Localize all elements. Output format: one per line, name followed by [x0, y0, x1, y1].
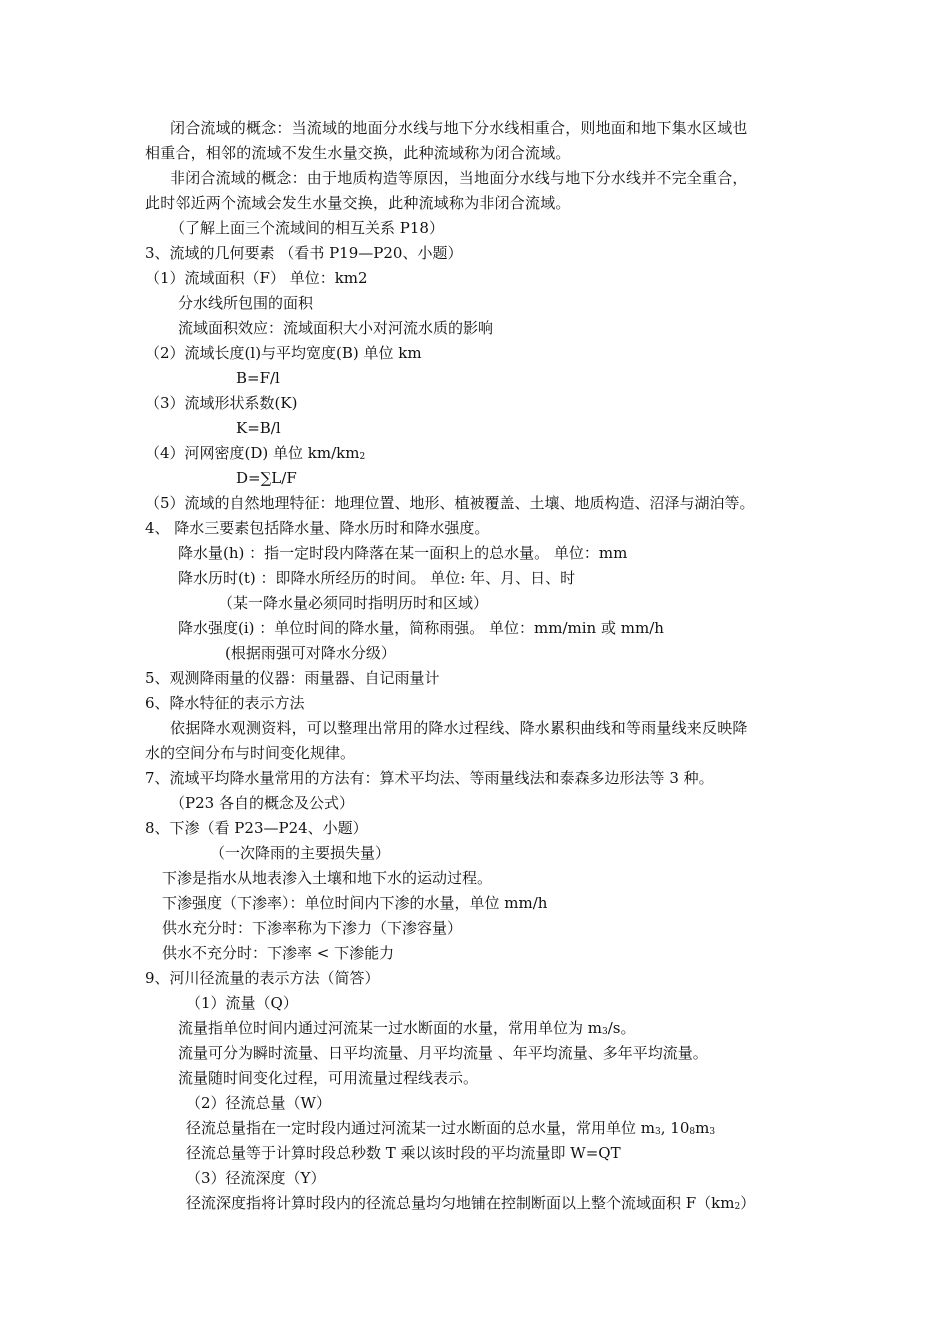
formula-density: D=∑L/F: [236, 469, 297, 487]
infiltration-definition: 下渗是指水从地表渗入土壤和地下水的运动过程。: [162, 869, 493, 887]
item-shape-coefficient: （3）流域形状系数(K): [145, 394, 298, 412]
infiltration-insufficient: 供水不充分时：下渗率 < 下渗能力: [162, 944, 395, 962]
formula-shape: K=B/l: [236, 419, 281, 437]
flow-definition: 流量指单位时间内通过河流某一过水断面的水量，常用单位为 $m_3/s$。: [178, 1019, 636, 1037]
section-heading-4: 4、 降水三要素包括降水量、降水历时和降水强度。: [145, 519, 490, 537]
paragraph-closed-basin-line2: 相重合，相邻的流域不发生水量交换，此种流域称为闭合流域。: [145, 144, 571, 162]
paragraph-nonclosed-basin-line2: 此时邻近两个流域会发生水量交换，此种流域称为非闭合流域。: [145, 194, 571, 212]
item-natural-features: （5）流域的自然地理特征：地理位置、地形、植被覆盖、土壤、地质构造、沼泽与湖泊等。: [145, 494, 755, 512]
formula-width: B=F/l: [236, 369, 280, 387]
section-heading-6: 6、降水特征的表示方法: [145, 694, 305, 712]
paragraph-nonclosed-basin-line1: 非闭合流域的概念：由于地质构造等原因，当地面分水线与地下分水线并不完全重合，: [170, 169, 748, 187]
precipitation-intensity: 降水强度(i) ：单位时间的降水量，简称雨强。 单位：mm/min 或 mm/h: [178, 619, 664, 637]
infiltration-rate: 下渗强度（下渗率）：单位时间内下渗的水量，单位 mm/h: [162, 894, 548, 912]
flow-hydrograph: 流量随时间变化过程，可用流量过程线表示。: [178, 1069, 479, 1087]
precipitation-amount: 降水量(h) ：指一定时段内降落在某一面积上的总水量。 单位：mm: [178, 544, 628, 562]
runoff-volume-formula: 径流总量等于计算时段总秒数 T 乘以该时段的平均流量即 W=QT: [186, 1144, 621, 1162]
precipitation-duration-note: （某一降水量必须同时指明历时和区域）: [218, 594, 489, 612]
basin-area-effect: 流域面积效应：流域面积大小对河流水质的影响: [178, 319, 494, 337]
precipitation-features-line1: 依据降水观测资料，可以整理出常用的降水过程线、降水累积曲线和等雨量线来反映降: [170, 719, 748, 737]
flow-types: 流量可分为瞬时流量、日平均流量、月平均流量 、年平均流量、多年平均流量。: [178, 1044, 708, 1062]
item-runoff-volume: （2）径流总量（W）: [186, 1094, 331, 1112]
section-heading-5: 5、观测降雨量的仪器：雨量器、自记雨量计: [145, 669, 440, 687]
infiltration-note: （一次降雨的主要损失量）: [210, 844, 391, 862]
section-heading-8: 8、下渗（看 P23—P24、小题）: [145, 819, 368, 837]
runoff-volume-definition: 径流总量指在一定时段内通过河流某一过水断面的总水量，常用单位 $m_3$, $10_8m_3$: [186, 1119, 716, 1137]
precipitation-intensity-note: (根据雨强可对降水分级）: [225, 644, 396, 662]
item-runoff-depth: （3）径流深度（Y）: [186, 1169, 326, 1187]
item-basin-length-width: （2）流域长度(l)与平均宽度(B) 单位 km: [145, 344, 422, 362]
item-basin-area: （1）流域面积（F） 单位：km2: [145, 269, 368, 287]
runoff-depth-definition: 径流深度指将计算时段内的径流总量均匀地铺在控制断面以上整个流域面积 $F(km_2)$: [186, 1194, 756, 1212]
infiltration-sufficient: 供水充分时：下渗率称为下渗力（下渗容量）: [162, 919, 463, 937]
basin-area-definition: 分水线所包围的面积: [178, 294, 314, 312]
note-relationship: （了解上面三个流域间的相互关系 P18）: [170, 219, 444, 237]
precipitation-features-line2: 水的空间分布与时间变化规律。: [145, 744, 356, 762]
section-heading-7: 7、流域平均降水量常用的方法有：算术平均法、等雨量线法和泰森多边形法等 3 种。: [145, 769, 714, 787]
item-network-density: （4）河网密度(D) 单位 $km/km_2$: [145, 444, 366, 462]
item-flow: （1）流量（Q）: [186, 994, 298, 1012]
precipitation-duration: 降水历时(t) ：即降水所经历的时间。 单位: 年、月、日、时: [178, 569, 576, 587]
section-heading-9: 9、河川径流量的表示方法（简答）: [145, 969, 380, 987]
section-7-note: （P23 各自的概念及公式）: [170, 794, 354, 812]
section-heading-3: 3、流域的几何要素 （看书 P19—P20、小题）: [145, 244, 463, 262]
paragraph-closed-basin-line1: 闭合流域的概念：当流域的地面分水线与地下分水线相重合，则地面和地下集水区域也: [170, 119, 748, 137]
